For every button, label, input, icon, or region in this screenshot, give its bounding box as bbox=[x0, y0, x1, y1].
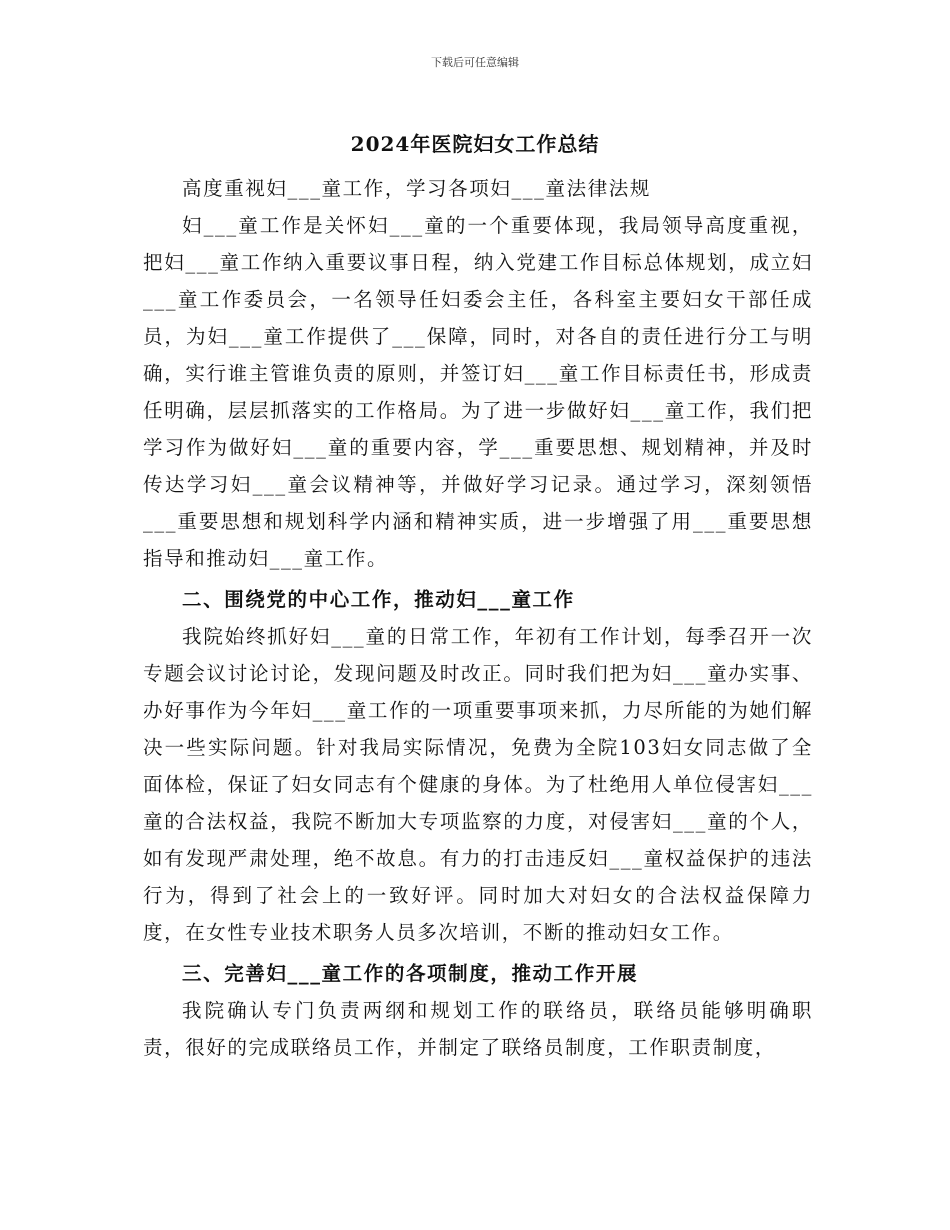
section-heading: 二、围绕党的中心工作，推动妇___童工作 bbox=[182, 588, 575, 611]
section-heading: 三、完善妇___童工作的各项制度，推动工作开展 bbox=[182, 962, 639, 985]
body-paragraph: 我院始终抓好妇___童的日常工作，年初有工作计划，每季召开一次专题会议讨论讨论，发现问题及时改正。同时我们把为妇___童办实事、办好事作为今年妇___童工作的一项重要事项来抓，力尽所能的为她们解决一些实际问题。针对我局实际情况，免费为全院103妇女同志做了全面体检，保证了妇女同志有个健康的身体。为了杜绝用人单位侵害妇___童的合法权益，我院不断加大专项监察的力度，对侵害妇___童的个人，如有发现严肃处理，绝不故息。有力的打击违反妇___童权益保护的违法行为，得到了社会上的一致好评。同时加大对妇女的合法权益保障力度，在女性专业技术职务人员多次培训，不断的推动妇女工作。 bbox=[143, 625, 813, 944]
intro-line: 高度重视妇___童工作，学习各项妇___童法律法规 bbox=[182, 177, 652, 200]
body-paragraph: 我院确认专门负责两纲和规划工作的联络员，联络员能够明确职责，很好的完成联络员工作，并制定了联络员制度，工作职责制度， bbox=[143, 999, 813, 1059]
header-note: 下载后可任意编辑 bbox=[431, 56, 519, 69]
document-title: 2024年医院妇女工作总结 bbox=[350, 132, 600, 156]
document-body bbox=[143, 170, 813, 1066]
body-paragraph: 妇___童工作是关怀妇___童的一个重要体现，我局领导高度重视，把妇___童工作纳入重要议事日程，纳入党建工作目标总体规划，成立妇___童工作委员会，一名领导任妇委会主任，各科室主要妇女干部任成员，为妇___童工作提供了___保障，同时，对各自的责任进行分工与明确，实行谁主管谁负责的原则，并签订妇___童工作目标责任书，形成责任明确，层层抓落实的工作格局。为了进一步做好妇___童工作，我们把学习作为做好妇___童的重要内容，学___重要思想、规划精神，并及时传达学习妇___童会议精神等，并做好学习记录。通过学习，深刻领悟___重要思想和规划科学内涵和精神实质，进一步增强了用___重要思想指导和推动妇___童工作。 bbox=[143, 214, 813, 570]
